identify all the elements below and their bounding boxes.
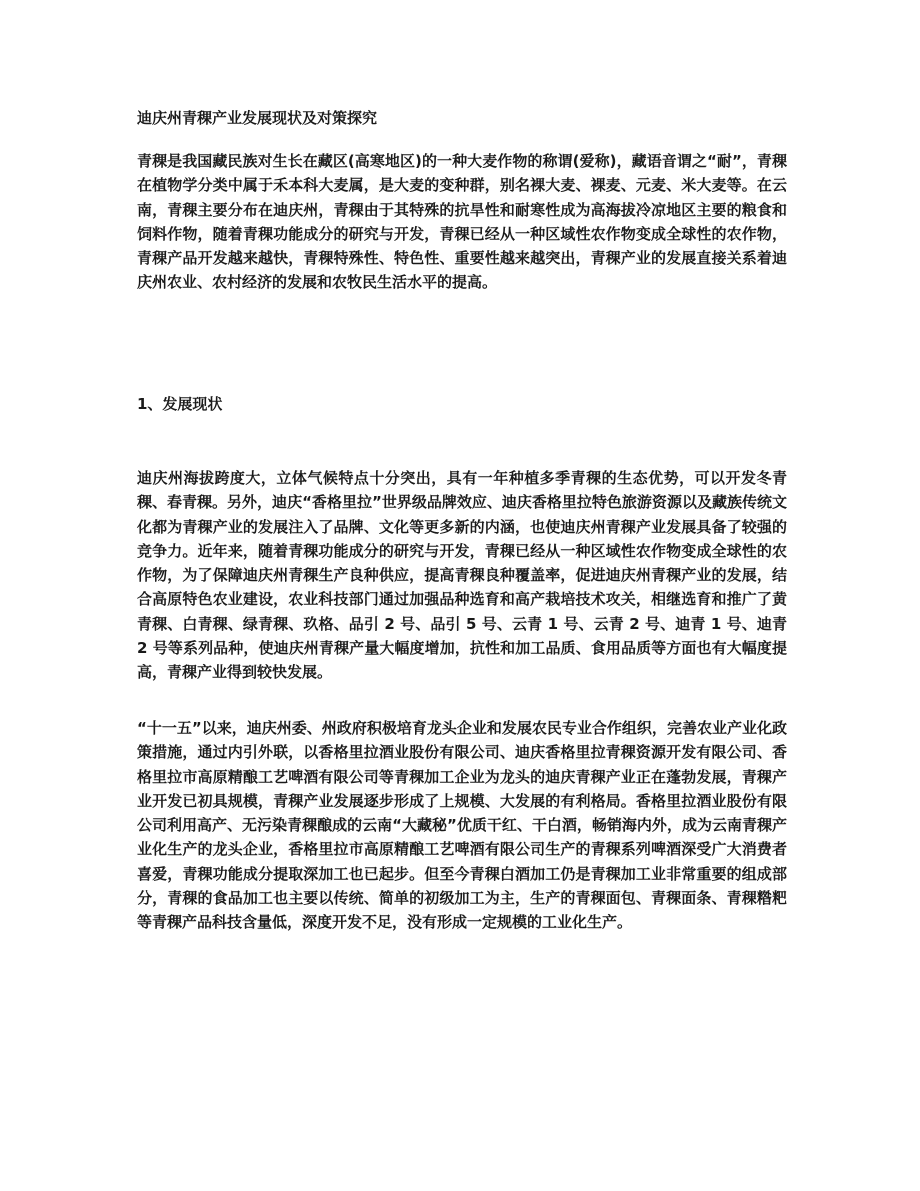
body-paragraph: 迪庆州海拔跨度大，立体气候特点十分突出，具有一年种植多季青稞的生态优势，可以开发冬青稞、春青稞。另外，迪庆“香格里拉”世界级品牌效应、迪庆香格里拉特色旅游资源以及藏族传统文化都为青稞产业的发展注入了品牌、文化等更多新的内涵，也使迪庆州青稞产业发展具备了较强的竞争力。近年来，随着青稞功能成分的研究与开发，青稞已经从一种区域性农作物变成全球性的农作物，为了保障迪庆州青稞生产良种供应，提高青稞良种覆盖率，促进迪庆州青稞产业的发展，结合高原特色农业建设，农业科技部门通过加强品种选育和高产栽培技术攻关，相继选育和推广了黄青稞、白青稞、绿青稞、玖格、品引 2 号、品引 5 号、云青 1 号、云青 2 号、迪青 1 号、迪青 2 号等系列品种，使迪庆州青稞产量大幅度增加，抗性和加工品质、食用品质等方面也有大幅度提高，青稞产业得到较快发展。 [137, 469, 787, 682]
document-title: 迪庆州青稞产业发展现状及对策探究 [137, 109, 378, 127]
section-heading: 1、发展现状 [137, 395, 223, 413]
body-paragraph: “十一五”以来，迪庆州委、州政府积极培育龙头企业和发展农民专业合作组织，完善农业产业化政策措施，通过内引外联，以香格里拉酒业股份有限公司、迪庆香格里拉青稞资源开发有限公司、香格里拉市高原精酿工艺啤酒有限公司等青稞加工企业为龙头的迪庆青稞产业正在蓬勃发展，青稞产业开发已初具规模，青稞产业发展逐步形成了上规模、大发展的有利格局。香格里拉酒业股份有限公司利用高产、无污染青稞酿成的云南“大藏秘”优质干红、干白酒，畅销海内外，成为云南青稞产业化生产的龙头企业，香格里拉市高原精酿工艺啤酒有限公司生产的青稞系列啤酒深受广大消费者喜爱，青稞功能成分提取深加工也已起步。但至今青稞白酒加工仍是青稞加工业非常重要的组成部分，青稞的食品加工也主要以传统、简单的初级加工为主，生产的青稞面包、青稞面条、青稞糌粑等青稞产品科技含量低，深度开发不足，没有形成一定规模的工业化生产。 [137, 719, 787, 932]
intro-paragraph: 青稞是我国藏民族对生长在藏区(高寒地区)的一种大麦作物的称谓(爱称)，藏语音谓之“耐”，青稞在植物学分类中属于禾本科大麦属，是大麦的变种群，别名裸大麦、裸麦、元麦、米大麦等。在云南，青稞主要分布在迪庆州，青稞由于其特殊的抗旱性和耐寒性成为高海拔冷凉地区主要的粮食和饲料作物，随着青稞功能成分的研究与开发，青稞已经从一种区域性农作物变成全球性的农作物，青稞产品开发越来越快，青稞特殊性、特色性、重要性越来越突出，青稞产业的发展直接关系着迪庆州农业、农村经济的发展和农牧民生活水平的提高。 [137, 152, 787, 292]
